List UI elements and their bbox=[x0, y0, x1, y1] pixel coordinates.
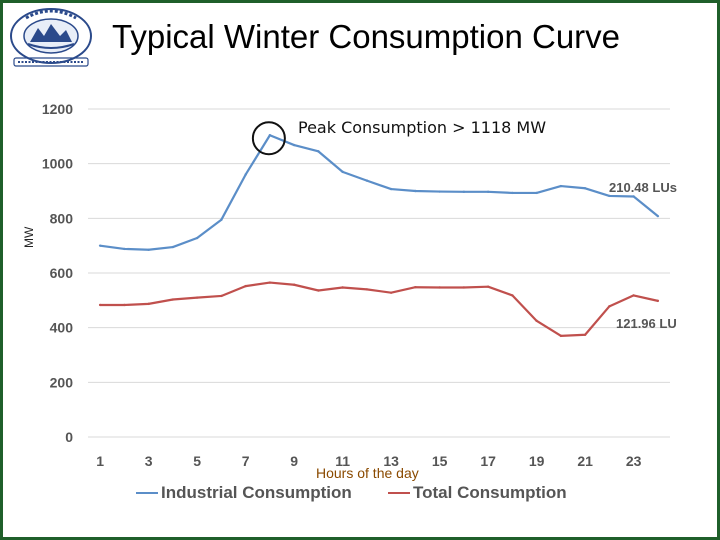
y-tick-label: 1000 bbox=[41, 155, 73, 172]
data-point bbox=[366, 179, 368, 181]
data-point bbox=[220, 295, 222, 297]
data-point bbox=[147, 249, 149, 251]
x-axis-title: Hours of the day bbox=[316, 465, 419, 481]
data-point bbox=[196, 237, 198, 239]
data-point bbox=[317, 150, 319, 152]
x-tick-label: 19 bbox=[528, 453, 545, 469]
data-point bbox=[123, 248, 125, 250]
y-tick-label: 0 bbox=[65, 429, 73, 445]
data-point bbox=[172, 246, 174, 248]
data-point bbox=[511, 294, 513, 296]
x-tick-label: 13 bbox=[383, 453, 399, 469]
data-point bbox=[657, 300, 659, 302]
x-tick-label: 5 bbox=[193, 453, 202, 469]
data-point bbox=[390, 188, 392, 190]
data-point bbox=[220, 219, 222, 221]
data-point bbox=[99, 244, 101, 246]
data-point bbox=[341, 286, 343, 288]
industrial-end-label: 210.48 LUs bbox=[609, 180, 677, 195]
data-point bbox=[414, 286, 416, 288]
legend-item-total bbox=[388, 483, 567, 503]
data-point bbox=[244, 285, 246, 287]
data-point bbox=[487, 191, 489, 193]
data-point bbox=[269, 134, 271, 136]
legend-swatch-industrial bbox=[136, 492, 158, 494]
y-tick-label: 600 bbox=[49, 265, 73, 281]
data-point bbox=[560, 335, 562, 337]
legend-label-total: Total Consumption bbox=[413, 483, 567, 502]
data-point bbox=[172, 298, 174, 300]
data-point bbox=[414, 190, 416, 192]
data-point bbox=[390, 291, 392, 293]
y-axis-title: MW bbox=[22, 226, 36, 248]
legend-item-industrial bbox=[136, 483, 352, 503]
data-point bbox=[463, 286, 465, 288]
x-tick-label: 9 bbox=[290, 453, 299, 469]
data-point bbox=[463, 191, 465, 193]
x-tick-label: 1 bbox=[96, 453, 105, 469]
data-point bbox=[244, 173, 246, 175]
data-point bbox=[560, 185, 562, 187]
data-point bbox=[584, 187, 586, 189]
data-point bbox=[608, 195, 610, 197]
y-tick-label: 1200 bbox=[41, 101, 73, 117]
data-point bbox=[584, 334, 586, 336]
data-point bbox=[293, 144, 295, 146]
data-point bbox=[293, 284, 295, 286]
total-end-label: 121.96 LU bbox=[616, 316, 677, 331]
data-point bbox=[438, 286, 440, 288]
x-tick-label: 3 bbox=[144, 453, 153, 469]
data-point bbox=[99, 304, 101, 306]
data-point bbox=[487, 285, 489, 287]
x-tick-label: 23 bbox=[625, 453, 642, 469]
data-point bbox=[341, 171, 343, 173]
data-point bbox=[196, 296, 198, 298]
data-point bbox=[317, 289, 319, 291]
y-tick-label: 800 bbox=[49, 210, 73, 227]
data-point bbox=[123, 304, 125, 306]
x-tick-label: 11 bbox=[335, 453, 351, 469]
data-point bbox=[269, 281, 271, 283]
legend-swatch-total bbox=[388, 492, 410, 494]
data-point bbox=[535, 320, 537, 322]
peak-annotation: Peak Consumption > 1118 MW bbox=[298, 118, 547, 137]
data-point bbox=[366, 288, 368, 290]
page-title: Typical Winter Consumption Curve bbox=[112, 18, 621, 55]
data-point bbox=[608, 305, 610, 307]
x-tick-label: 17 bbox=[480, 453, 496, 469]
x-tick-label: 21 bbox=[577, 453, 593, 469]
x-tick-label: 7 bbox=[241, 453, 250, 469]
data-point bbox=[632, 195, 634, 197]
data-point bbox=[511, 192, 513, 194]
y-tick-label: 200 bbox=[49, 374, 73, 391]
data-point bbox=[632, 294, 634, 296]
data-point bbox=[438, 190, 440, 192]
y-tick-label: 400 bbox=[49, 319, 73, 336]
data-point bbox=[657, 215, 659, 217]
data-point bbox=[147, 303, 149, 305]
data-point bbox=[535, 192, 537, 194]
x-tick-label: 15 bbox=[431, 453, 448, 469]
legend-label-industrial: Industrial Consumption bbox=[161, 483, 352, 502]
